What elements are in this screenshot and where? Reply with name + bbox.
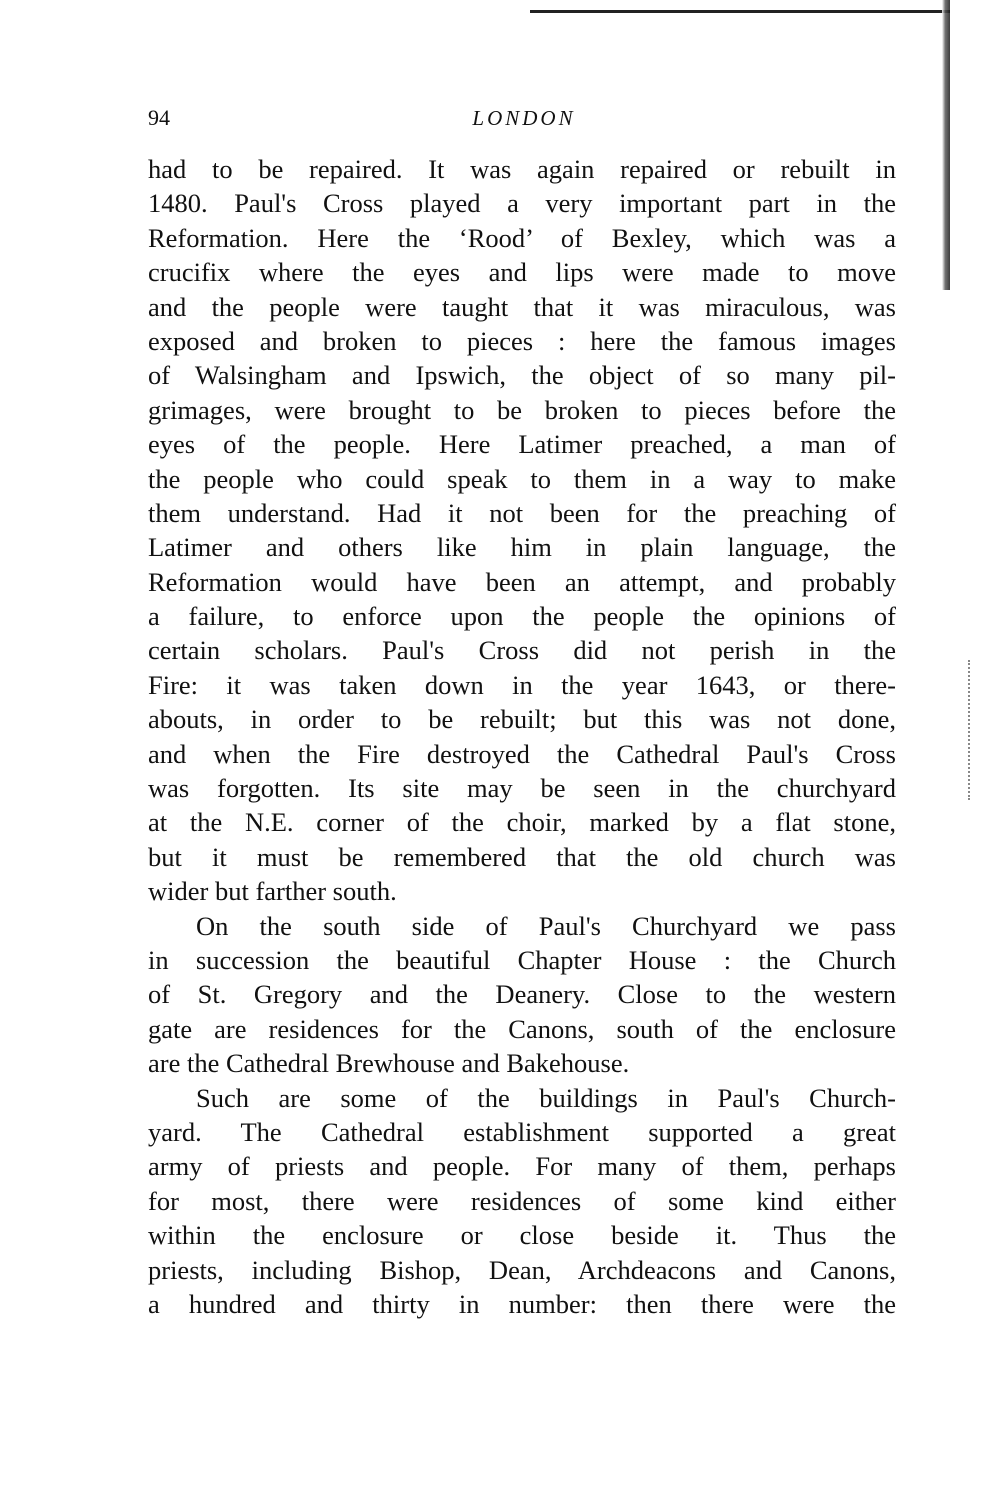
text-line: of St. Gregory and the Deanery. Close to the western <box>148 979 896 1010</box>
text-line: 1480. Paul's Cross played a very important part in the <box>148 188 896 219</box>
scan-page-edge-shadow <box>942 0 950 290</box>
text-line: at the N.E. corner of the choir, marked by a flat stone, <box>148 807 896 838</box>
text-line: gate are residences for the Canons, south of the enclosure <box>148 1013 896 1044</box>
text-line: Reformation. Here the ‘Rood’ of Bexley, which was a <box>148 222 896 253</box>
text-line: a hundred and thirty in number: then there were the <box>148 1288 896 1319</box>
running-title: LONDON <box>472 106 576 130</box>
text-line: for most, there were residences of some kind either <box>148 1185 896 1216</box>
text-line: had to be repaired. It was again repaired or rebuilt in <box>148 154 896 184</box>
text-line: certain scholars. Paul's Cross did not perish in the <box>148 635 896 666</box>
text-line: abouts, in order to be rebuilt; but this was not done, <box>148 704 896 735</box>
body-text <box>148 152 896 1321</box>
text-line: yard. The Cathedral establishment supported a great <box>148 1116 896 1147</box>
text-line: in succession the beautiful Chapter House : the Church <box>148 944 896 975</box>
text-line: Reformation would have been an attempt, and probably <box>148 566 896 597</box>
text-line: crucifix where the eyes and lips were made to move <box>148 257 896 288</box>
text-line: a failure, to enforce upon the people the opinions of <box>148 601 896 632</box>
text-line: priests, including Bishop, Dean, Archdeacons and Canons, <box>148 1254 896 1285</box>
text-line: and the people were taught that it was miraculous, was <box>148 291 896 322</box>
text-line: Latimer and others like him in plain language, the <box>148 532 896 563</box>
paragraph-end-line: wider but farther south. <box>148 876 397 907</box>
text-line: them understand. Had it not been for the preaching of <box>148 497 896 528</box>
paragraph-start-line: Such are some of the buildings in Paul's Church- <box>196 1082 896 1113</box>
page-header <box>148 98 900 138</box>
paragraph-start-line: On the south side of Paul's Churchyard we pass <box>196 910 896 941</box>
text-line: exposed and broken to pieces : here the famous images <box>148 325 896 356</box>
text-line: eyes of the people. Here Latimer preached, a man of <box>148 429 896 460</box>
paragraph-end-line: are the Cathedral Brewhouse and Bakehouse. <box>148 1048 630 1079</box>
text-line: grimages, were brought to be broken to pieces before the <box>148 394 896 425</box>
text-line: of Walsingham and Ipswich, the object of so many pil- <box>148 360 896 391</box>
text-line: army of priests and people. For many of them, perhaps <box>148 1151 896 1182</box>
page-number: 94 <box>148 105 170 130</box>
scan-edge-marks <box>968 660 974 800</box>
text-line: the people who could speak to them in a way to make <box>148 463 896 494</box>
scan-top-rule <box>530 10 950 13</box>
text-line: but it must be remembered that the old church was <box>148 841 896 872</box>
text-line: was forgotten. Its site may be seen in the churchyard <box>148 773 896 804</box>
text-line: and when the Fire destroyed the Cathedral Paul's Cross <box>148 738 896 769</box>
text-line: Fire: it was taken down in the year 1643, or there- <box>148 669 896 700</box>
text-line: within the enclosure or close beside it. Thus the <box>148 1220 896 1251</box>
